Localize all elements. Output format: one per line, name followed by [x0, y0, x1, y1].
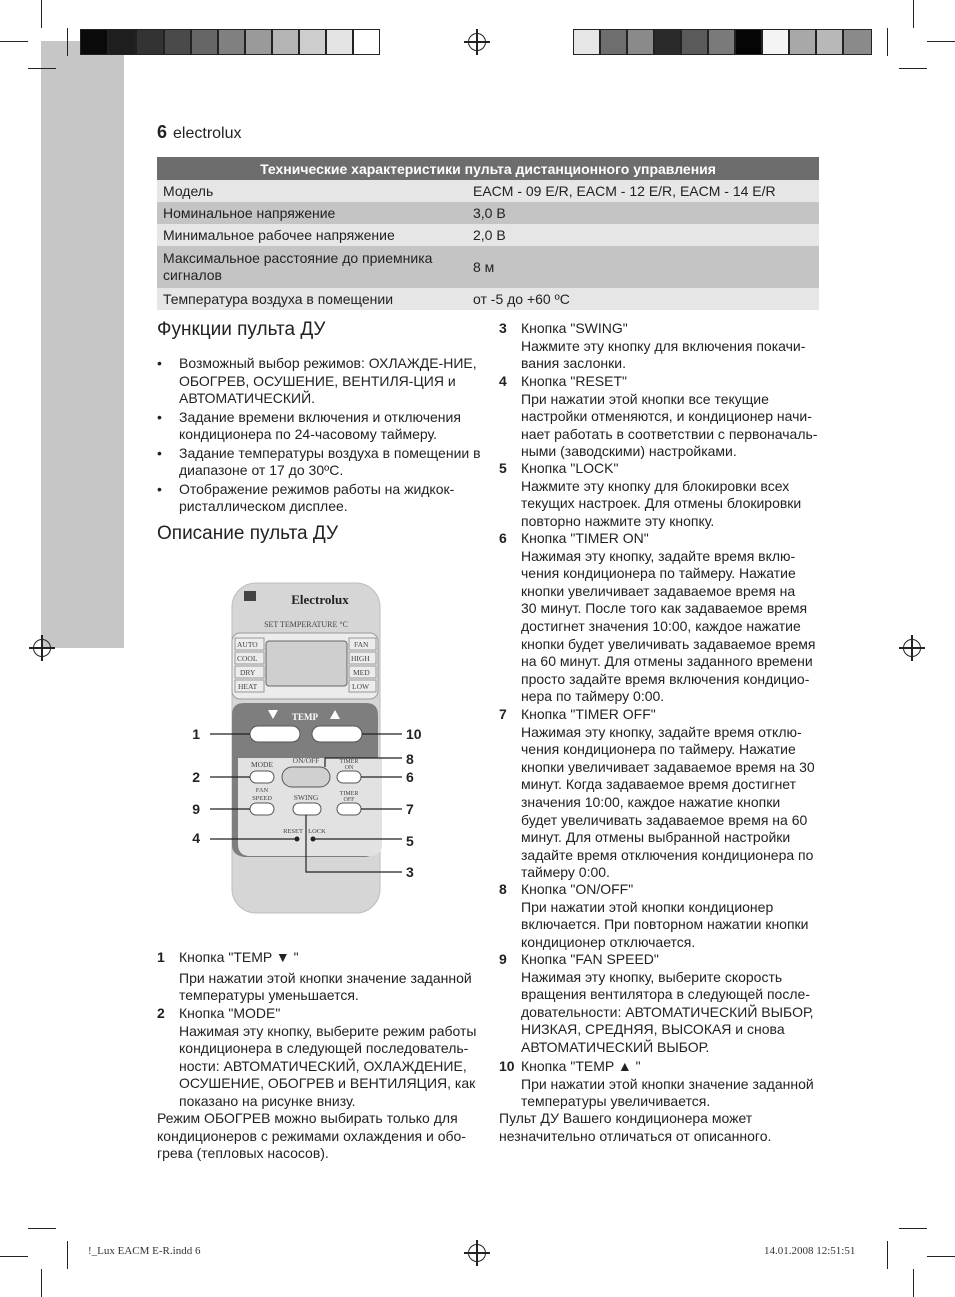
callout-1: 1 [192, 726, 200, 742]
item-number: 8 [499, 881, 507, 897]
registration-mark-left [33, 639, 51, 657]
spec-label: Температура воздуха в помещении [157, 288, 467, 310]
timer-on-label-1: TIMER [339, 759, 359, 765]
item-body-line: АВТОМАТИЧЕСКИЙ ВЫБОР. [521, 1038, 710, 1055]
spec-label: Максимальное расстояние до приемника сигналов [157, 246, 467, 288]
item-title: Кнопка "FAN SPEED" [521, 951, 659, 967]
mode-label-heat: HEAT [238, 682, 258, 691]
item-body-line: настройки отменяются, и кондиционер начи- [521, 408, 812, 425]
spec-value: 2,0 В [467, 224, 819, 246]
mode-label-auto: AUTO [237, 640, 258, 649]
item-body-line: включается. При повторном нажатии кнопки [521, 916, 809, 933]
lock-label: LOCK [308, 828, 326, 835]
callout-2: 2 [192, 769, 200, 785]
functions-heading: Функции пульта ДУ [157, 319, 326, 340]
mode-label-cool: COOL [237, 654, 258, 663]
item-temp-down [157, 949, 482, 1005]
item-number: 10 [499, 1058, 515, 1074]
mode-label-low: LOW [352, 682, 370, 691]
item-number: 7 [499, 706, 507, 722]
item-body-line: просто задайте время включения кондицио- [521, 670, 810, 687]
table-row [157, 180, 819, 202]
spec-label: Модель [157, 180, 467, 202]
registration-mark-bottom [468, 1244, 486, 1262]
side-color-bar [41, 41, 124, 648]
reset-label: RESET [283, 828, 303, 835]
item-title: Кнопка "RESET" [521, 373, 627, 389]
spec-value: 3,0 В [467, 202, 819, 224]
mode-button[interactable] [250, 771, 274, 783]
page-number: 6 [157, 122, 168, 142]
item-body-line: кнопки будет увеличивать задаваемое время [521, 635, 816, 652]
item-number: 6 [499, 530, 507, 546]
item-number: 2 [157, 1005, 165, 1021]
item-body-line: ОСУШЕНИЕ, ОБОГРЕВ и ВЕНТИЛЯЦИЯ, как [179, 1075, 476, 1092]
item-body-line: При нажатии этой кнопки кондиционер [521, 898, 774, 915]
registration-mark-right [903, 639, 921, 657]
heating-note: Режим ОБОГРЕВ можно выбирать только для кондиционеров с режимами охлаждения и обо-грева (тепловых насосов). [157, 1110, 466, 1162]
page-header [157, 122, 242, 143]
fan-speed-label-2: SPEED [252, 795, 272, 802]
item-body-line: нера по таймеру 0:00. [521, 688, 665, 705]
mode-label-dry: DRY [240, 668, 256, 677]
set-temperature-label: SET TEMPERATURE °C [264, 620, 348, 629]
mode-label-med: MED [353, 668, 370, 677]
item-temp-up [499, 1058, 824, 1111]
item-title: Кнопка "TEMP ▲ " [521, 1058, 641, 1074]
item-body-line: 30 минут. После того как задаваемое время [521, 600, 808, 617]
timer-off-label-2: OFF [343, 797, 355, 803]
item-number: 5 [499, 460, 507, 476]
item-swing [499, 320, 824, 373]
description-heading: Описание пульта ДУ [157, 523, 339, 544]
item-body-line: повторно нажмите эту кнопку. [521, 512, 715, 529]
item-body-line: вания заслонки. [521, 355, 626, 372]
item-body-line: ности: АВТОМАТИЧЕСКИЙ, ОХЛАЖДЕНИЕ, [179, 1057, 467, 1074]
item-body-line: температуры увеличивается. [521, 1093, 711, 1110]
spec-value: от -5 до +60 ºС [467, 288, 819, 310]
remote-brand: Electrolux [291, 592, 349, 607]
item-body-line: При нажатии этой кнопки значение заданной [179, 969, 472, 986]
item-body-line: температуры уменьшается. [179, 987, 359, 1004]
callout-8: 8 [406, 751, 414, 767]
footer-file-name: !_Lux EACM E-R.indd 6 [88, 1245, 201, 1257]
fan-speed-label-1: FAN [255, 787, 269, 794]
item-mode [157, 1005, 482, 1111]
item-body-line: ными (заводскими) настройками. [521, 443, 737, 460]
list-item: • Задание температуры воздуха в помещении в диапазоне от 17 до 30ºС. [157, 445, 482, 480]
item-body-line: кондиционер отключается. [521, 933, 696, 950]
item-timer-off [499, 706, 824, 882]
item-body-line: кнопки увеличивает задаваемое время на 30 [521, 758, 815, 775]
callout-10: 10 [406, 726, 422, 742]
item-body-line: чения кондиционера по таймеру. Нажатие [521, 565, 796, 582]
spec-table [157, 157, 819, 310]
item-body-line: Нажимая эту кнопку, выберите режим работы [179, 1022, 477, 1039]
list-item: • Возможный выбор режимов: ОХЛАЖДЕ-НИЕ, ОБОГРЕВ, ОСУШЕНИЕ, ВЕНТИЛЯ-ЦИЯ и АВТОМАТИЧЕСКИЙ. [157, 355, 482, 408]
item-title: Кнопка "ON/OFF" [521, 881, 634, 897]
table-row [157, 224, 819, 246]
item-title: Кнопка "TIMER OFF" [521, 706, 656, 722]
timer-on-label-2: ON [344, 765, 354, 771]
temp-label: TEMP [292, 712, 318, 722]
item-title: Кнопка "MODE" [179, 1005, 281, 1021]
item-body-line: кондиционера в следующей последователь- [179, 1040, 469, 1057]
callout-4: 4 [192, 830, 200, 846]
fan-speed-button[interactable] [250, 803, 274, 815]
spec-label: Номинальное напряжение [157, 202, 467, 224]
item-body-line: текущих настроек. Для отмены блокировки [521, 495, 802, 512]
item-body-line: Нажмите эту кнопку для блокировки всех [521, 477, 790, 494]
item-body-line: показано на рисунке внизу. [179, 1092, 356, 1109]
item-body-line: Нажимая эту кнопку, задайте время вклю- [521, 547, 796, 564]
spec-value: 8 м [467, 246, 819, 288]
table-row [157, 246, 819, 288]
table-row [157, 202, 819, 224]
item-number: 9 [499, 951, 507, 967]
callout-5: 5 [406, 833, 414, 849]
functions-list [157, 355, 482, 517]
item-body-line: чения кондиционера по таймеру. Нажатие [521, 741, 796, 758]
item-body-line: Нажимая эту кнопку, задайте время отклю- [521, 723, 802, 740]
item-body-line: кнопки увеличивает задаваемое время на [521, 582, 796, 599]
item-number: 4 [499, 373, 507, 389]
item-body-line: задайте время отключения кондиционера по [521, 846, 814, 863]
item-title: Кнопка "TEMP ▼ " [179, 949, 299, 965]
item-title: Кнопка "LOCK" [521, 460, 619, 476]
lcd-screen [266, 641, 347, 686]
callout-9: 9 [192, 801, 200, 817]
spec-label: Минимальное рабочее напряжение [157, 224, 467, 246]
on-off-button-label: ON/OFF [292, 756, 320, 765]
item-body-line: Нажимая эту кнопку, выберите скорость [521, 968, 783, 985]
item-fan-speed [499, 951, 824, 1057]
temp-down-button[interactable] [250, 726, 300, 742]
callout-3: 3 [406, 864, 414, 880]
item-body-line: нает работать в соответствии с первоначаль- [521, 425, 818, 442]
item-body-line: минут. Когда задаваемое время достигнет [521, 776, 797, 793]
table-row [157, 288, 819, 310]
brand-logo-icon [244, 591, 256, 601]
item-body-line: минут. Для отмены выбранной настройки [521, 829, 791, 846]
mode-button-label: MODE [250, 760, 274, 769]
spec-table-title: Технические характеристики пульта дистанционного управления [157, 157, 819, 180]
item-lock [499, 460, 824, 530]
mode-label-fan: FAN [354, 640, 369, 649]
item-timer-on [499, 530, 824, 706]
brand-name: electrolux [173, 125, 242, 142]
callout-7: 7 [406, 801, 414, 817]
list-item: • Отображение режимов работы на жидкок-ристаллическом дисплее. [157, 481, 482, 516]
footer-datetime: 14.01.2008 12:51:51 [764, 1245, 856, 1257]
remote-difference-note: Пульт ДУ Вашего кондиционера может незначительно отличаться от описанного. [499, 1110, 772, 1144]
item-body-line: на 60 минут. Для отмены заданного времени [521, 653, 813, 670]
item-on-off [499, 881, 824, 951]
item-number: 1 [157, 949, 165, 965]
item-title: Кнопка "TIMER ON" [521, 530, 649, 546]
timer-on-button[interactable] [337, 771, 361, 783]
item-body-line: будет увеличивать задаваемое время на 60 [521, 811, 808, 828]
callout-6: 6 [406, 769, 414, 785]
spec-value: EACM - 09 E/R, EACM - 12 E/R, EACM - 14 E/R [467, 180, 819, 202]
item-body-line: таймеру 0:00. [521, 864, 610, 881]
timer-off-button[interactable] [337, 803, 361, 815]
on-off-button[interactable] [282, 767, 330, 787]
item-body-line: При нажатии этой кнопки все текущие [521, 390, 769, 407]
temp-up-button[interactable] [312, 726, 362, 742]
item-title: Кнопка "SWING" [521, 320, 628, 336]
item-body-line: НИЗКАЯ, СРЕДНЯЯ, ВЫСОКАЯ и снова [521, 1021, 785, 1038]
item-body-line: Нажмите эту кнопку для включения покачи- [521, 337, 806, 354]
item-body-line: достигнет значения 10:00, каждое нажатие [521, 617, 801, 634]
item-body-line: значения 10:00, каждое нажатие кнопки [521, 793, 781, 810]
mode-label-high: HIGH [351, 654, 370, 663]
swing-button-label: SWING [293, 793, 319, 802]
swing-button[interactable] [293, 803, 321, 815]
item-body-line: довательности: АВТОМАТИЧЕСКИЙ ВЫБОР, [521, 1003, 814, 1020]
list-item: • Задание времени включения и отключения кондиционера по 24-часовому таймеру. [157, 409, 482, 444]
item-reset [499, 373, 824, 461]
item-body-line: При нажатии этой кнопки значение заданной [521, 1075, 814, 1092]
registration-mark-top [468, 33, 486, 51]
timer-off-label-1: TIMER [339, 791, 359, 797]
item-number: 3 [499, 320, 507, 336]
item-body-line: вращения вентилятора в следующей после- [521, 986, 810, 1003]
remote-control-diagram [180, 570, 440, 925]
